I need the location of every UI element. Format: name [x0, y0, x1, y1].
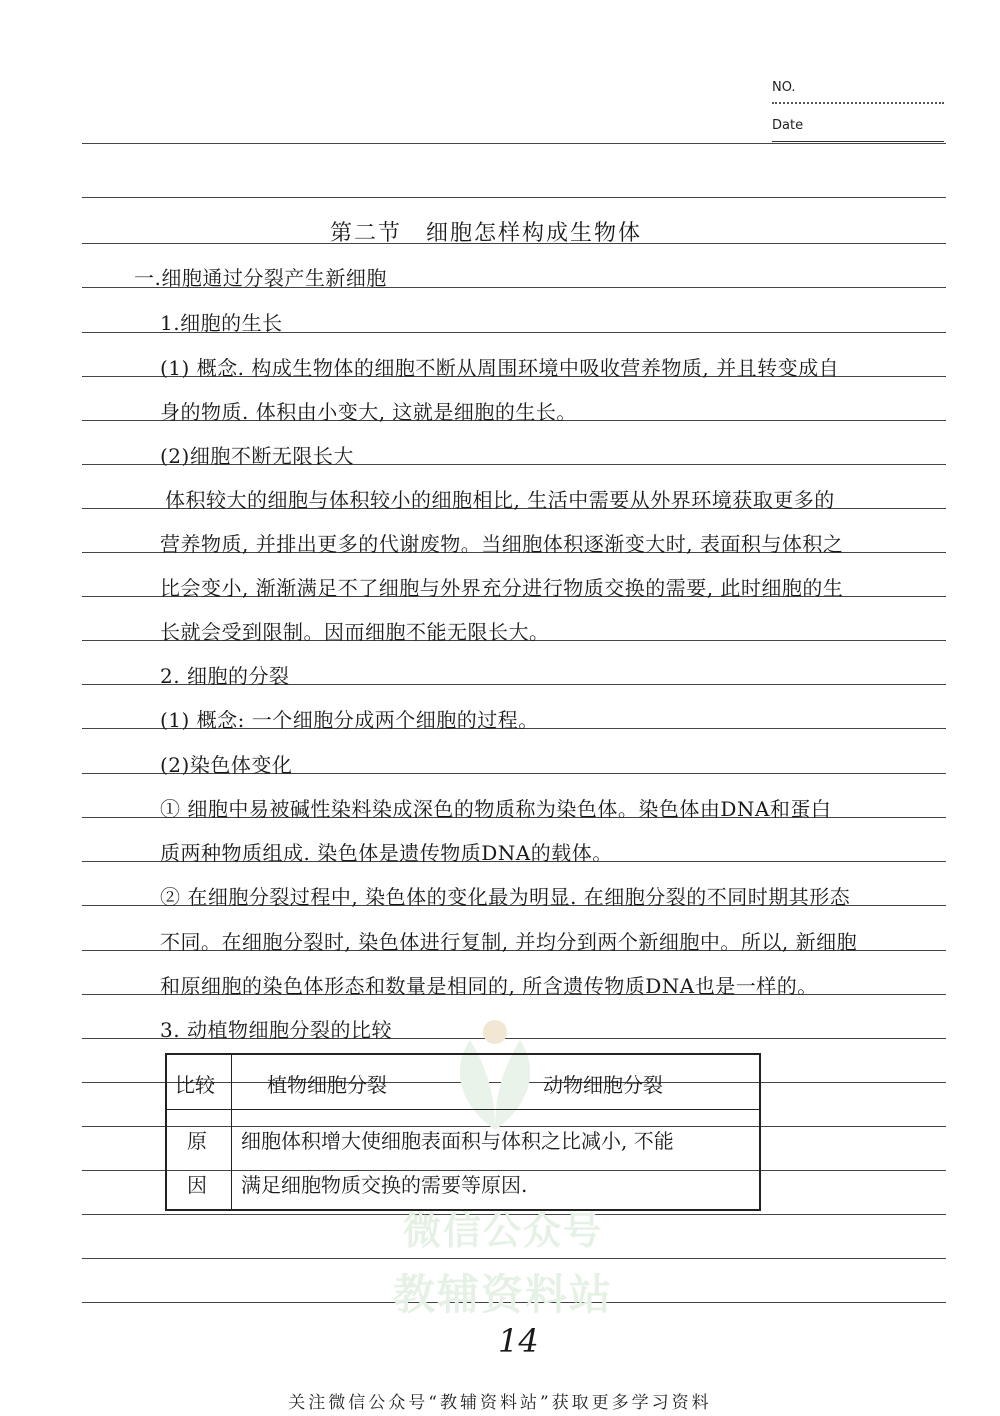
footer-note: 关注微信公众号“教辅资料站”获取更多学习资料	[288, 1393, 712, 1413]
date-label: Date	[772, 118, 804, 133]
text-line: 和原细胞的染色体形态和数量是相同的, 所含遗传物质DNA也是一样的。	[160, 974, 818, 998]
table-row-label: 原	[187, 1129, 207, 1153]
no-label: NO.	[772, 80, 796, 95]
heading-2: 1.细胞的生长	[160, 311, 283, 335]
heading-2: 2. 细胞的分裂	[160, 664, 290, 688]
watermark-text: 教辅资料站	[392, 1270, 613, 1319]
table-divider	[231, 1055, 232, 1209]
table-row-label: 因	[187, 1173, 207, 1197]
table-divider	[167, 1109, 759, 1110]
text-line: 比会变小, 渐渐满足不了细胞与外界充分进行物质交换的需要, 此时细胞的生	[160, 576, 844, 600]
text-line: 不同。在细胞分裂时, 染色体进行复制, 并均分到两个新细胞中。所以, 新细胞	[160, 930, 858, 954]
text-line: (2)细胞不断无限长大	[160, 444, 354, 468]
page-number: 14	[498, 1322, 539, 1360]
comparison-table	[165, 1053, 761, 1211]
text-line: 质两种物质组成. 染色体是遗传物质DNA的载体。	[160, 841, 613, 865]
text-line: (1) 概念. 构成生物体的细胞不断从周围环境中吸收营养物质, 并且转变成自	[160, 356, 840, 380]
table-header-cell: 动物细胞分裂	[543, 1073, 663, 1097]
ruled-line	[82, 143, 946, 144]
date-line	[772, 141, 944, 142]
table-header-cell: 比较	[175, 1073, 215, 1097]
text-line: 体积较大的细胞与体积较小的细胞相比, 生活中需要从外界环境获取更多的	[165, 488, 835, 512]
heading-1: 一.细胞通过分裂产生新细胞	[134, 266, 387, 290]
ruled-line	[82, 1258, 946, 1259]
text-line: ② 在细胞分裂过程中, 染色体的变化最为明显. 在细胞分裂的不同时期其形态	[160, 885, 851, 909]
text-line: ① 细胞中易被碱性染料染成深色的物质称为染色体。染色体由DNA和蛋白	[160, 797, 832, 821]
text-line: 长就会受到限制。因而细胞不能无限长大。	[160, 620, 550, 644]
table-cell: 满足细胞物质交换的需要等原因.	[241, 1173, 528, 1197]
text-line: 身的物质. 体积由小变大, 这就是细胞的生长。	[160, 400, 577, 424]
table-header-cell: 植物细胞分裂	[267, 1073, 387, 1097]
heading-2: 3. 动植物细胞分裂的比较	[160, 1018, 392, 1042]
text-line: 营养物质, 并排出更多的代谢废物。当细胞体积逐渐变大时, 表面积与体积之	[160, 532, 844, 556]
ruled-line	[82, 197, 946, 198]
no-dotted-line	[772, 102, 944, 104]
table-cell: 细胞体积增大使细胞表面积与体积之比减小, 不能	[241, 1129, 674, 1153]
watermark-text: 微信公众号	[402, 1209, 603, 1253]
text-line: (2)染色体变化	[160, 753, 293, 777]
text-line: (1) 概念: 一个细胞分成两个细胞的过程。	[160, 708, 539, 732]
section-title: 第二节 细胞怎样构成生物体	[330, 221, 643, 246]
